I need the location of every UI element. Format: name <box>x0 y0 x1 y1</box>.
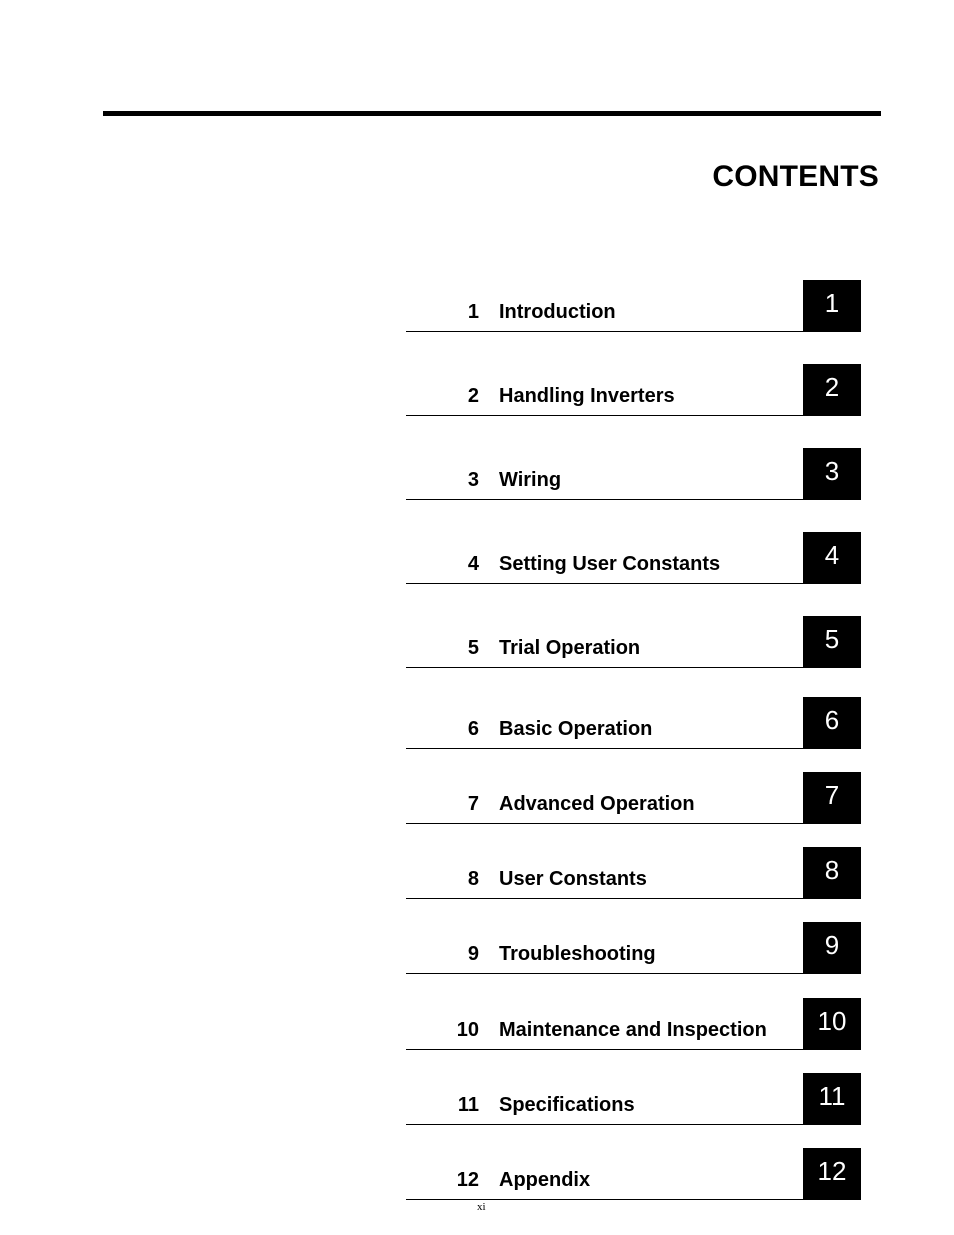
chapter-tab[interactable]: 3 <box>803 448 861 500</box>
toc-entry-number: 3 <box>467 469 479 491</box>
toc-entry-rule <box>406 898 804 899</box>
chapter-tab[interactable]: 2 <box>803 364 861 416</box>
chapter-tab[interactable]: 4 <box>803 532 861 584</box>
toc-entry-title: Troubleshooting <box>499 943 656 965</box>
chapter-tab[interactable]: 10 <box>803 998 861 1050</box>
chapter-tab[interactable]: 5 <box>803 616 861 668</box>
chapter-tab[interactable]: 9 <box>803 922 861 974</box>
toc-entry-title: Handling Inverters <box>499 385 675 407</box>
toc-entry-advanced-operation[interactable] <box>406 772 861 824</box>
chapter-tab[interactable]: 8 <box>803 847 861 899</box>
toc-entry-rule <box>406 1124 804 1125</box>
toc-entry-setting-user-constants[interactable] <box>406 532 861 584</box>
toc-entry-number: 8 <box>467 868 479 890</box>
toc-entry-title: Introduction <box>499 301 616 323</box>
toc-entry-trial-operation[interactable] <box>406 616 861 668</box>
toc-entry-title: User Constants <box>499 868 647 890</box>
toc-entry-number: 10 <box>456 1019 479 1041</box>
toc-entry-title: Specifications <box>499 1094 635 1116</box>
toc-entry-handling-inverters[interactable] <box>406 364 861 416</box>
toc-entry-rule <box>406 415 804 416</box>
top-rule <box>103 111 881 116</box>
toc-entry-number: 12 <box>456 1169 479 1191</box>
page-title: CONTENTS <box>712 160 879 193</box>
toc-entry-rule <box>406 667 804 668</box>
toc-entry-number: 5 <box>467 637 479 659</box>
toc-entry-troubleshooting[interactable] <box>406 922 861 974</box>
toc-entry-user-constants[interactable] <box>406 847 861 899</box>
chapter-tab[interactable]: 7 <box>803 772 861 824</box>
toc-entry-rule <box>406 331 804 332</box>
toc-entry-number: 4 <box>467 553 479 575</box>
toc-entry-number: 7 <box>467 793 479 815</box>
page-number: xi <box>477 1201 486 1213</box>
chapter-tab[interactable]: 1 <box>803 280 861 332</box>
toc-entry-appendix[interactable] <box>406 1148 861 1200</box>
toc-entry-title: Wiring <box>499 469 562 491</box>
toc-entry-title: Basic Operation <box>499 718 653 740</box>
toc-entry-title: Advanced Operation <box>499 793 695 815</box>
toc-entry-number: 9 <box>467 943 479 965</box>
toc-entry-rule <box>406 1049 804 1050</box>
toc-entry-rule <box>406 499 804 500</box>
chapter-tab[interactable]: 6 <box>803 697 861 749</box>
toc-entry-title: Trial Operation <box>499 637 641 659</box>
toc-entry-rule <box>406 823 804 824</box>
toc-entry-title: Setting User Constants <box>499 553 721 575</box>
toc-entry-title: Appendix <box>499 1169 591 1191</box>
chapter-tab[interactable]: 12 <box>803 1148 861 1200</box>
toc-entry-number: 11 <box>457 1094 479 1116</box>
toc-entry-number: 1 <box>467 301 479 323</box>
toc-entry-rule <box>406 973 804 974</box>
toc-entry-rule <box>406 748 804 749</box>
toc-entry-rule <box>406 583 804 584</box>
toc-entry-specifications[interactable] <box>406 1073 861 1125</box>
toc-entry-title: Maintenance and Inspection <box>499 1019 767 1041</box>
toc-entry-wiring[interactable] <box>406 448 861 500</box>
toc-entry-number: 6 <box>467 718 479 740</box>
chapter-tab[interactable]: 11 <box>803 1073 861 1125</box>
toc-entry-rule <box>406 1199 804 1200</box>
toc-entry-introduction[interactable] <box>406 280 861 332</box>
toc-entry-number: 2 <box>467 385 479 407</box>
toc-entry-maintenance-and-inspection[interactable] <box>406 998 861 1050</box>
toc-entry-basic-operation[interactable] <box>406 697 861 749</box>
